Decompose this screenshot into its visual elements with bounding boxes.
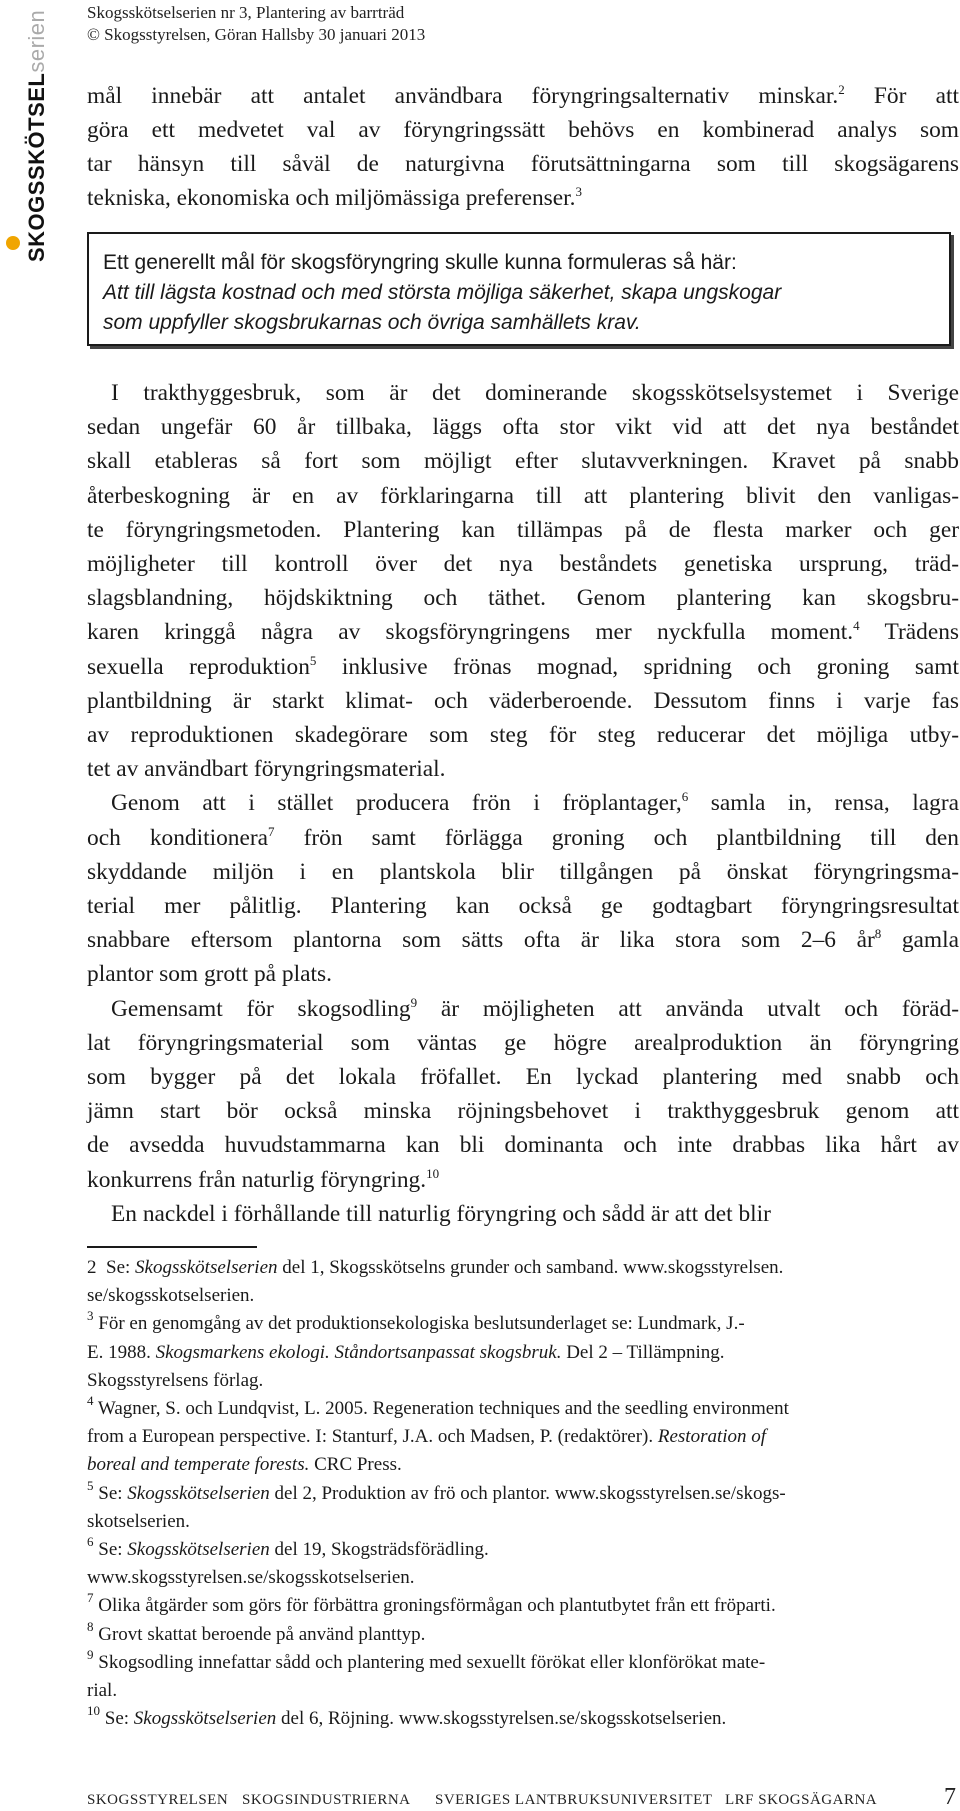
footnote-3: $^3$ För en genomgång av det produktionsekologiska beslutsunderlaget se: Lundmark, J.- E. 1988. Skogsmarkens ekologi. Ståndortsanpassat skogsbruk. Del 2 – Tillämpning. Skogsstyrelsens förlag.	[87, 1308, 745, 1391]
paragraph-3: Gemensamt för skogsodling$^9$ är möjligheten att använda utvalt och föräd- lat föryngringsmaterial som väntas ge högre arealproduktion än föryngring som bygger på det lokala fröfallet. En lyckad plantering med snabb och jämn start bör också minska röjningsbehovet i trakthyggesbruk genom att de avsedda huvudstammarna kan bli dominanta och inte drabbas lika hårt av konkurrens från naturlig föryngring.$^{10}$	[87, 994, 960, 1193]
footnote-4: $^4$ Wagner, S. och Lundqvist, L. 2005. Regeneration techniques and the seedling environment from a European perspective. I: Stanturf, J.A. och Madsen, P. (redaktörer). Restoration of boreal and temperate forests. CRC Press.	[87, 1393, 789, 1476]
page-header	[87, 2, 425, 46]
footnote-10: $^{10}$ Se: Skogsskötselserien del 6, Röjning. www.skogsstyrelsen.se/skogsskotselserien.	[87, 1703, 727, 1730]
footnote-ref[interactable]: 6	[681, 789, 689, 805]
footnote-ref[interactable]: 7	[268, 823, 275, 839]
footnote-8: $^8$ Grovt skattat beroende på använd planttyp.	[87, 1618, 426, 1645]
footnote-ref[interactable]: 4	[853, 618, 860, 634]
series-title: Skogsskötselserien nr 3, Plantering av barrträd	[87, 3, 405, 22]
footnote-6: $^6$ Se: Skogsskötselserien del 19, Skogsträdsförädling. www.skogsstyrelsen.se/skogsskotselserien.	[87, 1534, 489, 1589]
logo-wordmark-light: serien	[24, 9, 49, 73]
paragraph-4: En nackdel i förhållande till naturlig föryngring och sådd är att det blir	[111, 1200, 771, 1227]
footnote-5: $^5$ Se: Skogsskötselserien del 2, Produktion av frö och plantor. www.skogsstyrelsen.se/skogs- skotselserien.	[87, 1477, 786, 1532]
footer-org-lrf: LRF SKOGSÄGARNA	[725, 1792, 878, 1808]
series-logo	[0, 0, 49, 270]
logo-dot-icon	[6, 236, 20, 250]
paragraph-2: Genom att i stället producera frön i fröplantager,$^6$ samla in, rensa, lagra och konditionera$^7$ frön samt förlägga groning och plantbildning till den skyddande miljön i en plantskola blir tillgången på önskat föryngringsma- terial mer pålitlig. Plantering kan också ge godtagbart föryngringsresultat snabbare eftersom plantorna som sätts ofta är lika stora som 2–6 $år^8$ gamla plantor som grott på plats.	[87, 789, 960, 988]
footnote-ref[interactable]: 10	[426, 1165, 440, 1181]
footnote-link[interactable]: skotselserien.	[87, 1510, 190, 1532]
footnote-ref[interactable]: 2	[838, 82, 845, 97]
footnote-9: $^9$ Skogsodling innefattar sådd och plantering med sexuellt förökat eller klonförökat mate- rial.	[87, 1646, 766, 1702]
footnote-7: $^7$ Olika åtgärder som görs för förbättra groningsförmågan och plantutbytet från ett fröparti.	[87, 1590, 776, 1617]
footnote-ref[interactable]: 9	[410, 994, 418, 1010]
footer-org-slu: SVERIGES LANTBRUKSUNIVERSITET	[435, 1792, 713, 1808]
page-number: 7	[944, 1784, 957, 1810]
callout-lead: Ett generellt mål för skogsföryngring skulle kunna formuleras så här:	[103, 251, 737, 274]
paragraph-1: I trakthyggesbruk, som är det dominerande skogsskötselsystemet i Sverige sedan ungefär 60 år tillbaka, läggs ofta stor vikt vid att det nya beståndet skall etableras så fort som möjligt efter slutavverkningen. Kravet på snabb återbeskogning är en av förklaringarna till att plantering blivit den vanligas- te föryngringsmetoden. Plantering kan tillämpas på de flesta marker och ger möjligheter till kontroll över det nya beståndets genetiska ursprung, träd- slagsblandning, höjdskiktning och täthet. Genom plantering kan skogsbru- karen kringgå några av skogsföryngringens mer nyckfulla moment.$^4$ Trädens sexuella reproduktion$^5$ inklusive frönas mognad, spridning och groning samt plantbildning är starkt klimat- och väderberoende. Dessutom finns i varje fas av reproduktionen skadegörare som steg för steg reducerar det möjliga utby- tet av användbart föryngringsmaterial.	[87, 380, 959, 783]
page-footer	[87, 1784, 960, 1810]
body-text	[87, 376, 959, 1231]
footnote-link[interactable]: www.skogsstyrelsen.se/skogsskotselserien.	[87, 1567, 415, 1589]
footnote-ref[interactable]: 3	[575, 184, 582, 199]
footer-org-skogsstyrelsen: SKOGSSTYRELSEN	[87, 1792, 229, 1808]
intro-paragraph: mål innebär att antalet användbara föryngringsalternativ minskar.$^2$ För att göra ett medvetet val av föryngringssätt behövs en kombinerad analys som tar hänsyn till såväl de naturgivna förutsättningarna som till skogsägarens tekniska, ekonomiska och miljömässiga preferenser.$^3$	[87, 82, 959, 211]
footnote-ref[interactable]: 8	[874, 926, 882, 942]
footnote-2: 2 Se: Skogsskötselserien del 1, Skogsskötselns grunder och samband. www.skogsstyrelsen. se/skogsskotselserien.	[87, 1257, 784, 1307]
footer-org-skogsindustrierna: SKOGSINDUSTRIERNA	[242, 1792, 411, 1808]
callout-quote-line-2: som uppfyller skogsbrukarnas och övriga samhällets krav.	[103, 311, 641, 334]
callout-quote-line-1: Att till lägsta kostnad och med största möjliga säkerhet, skapa ungskogar	[103, 281, 782, 304]
footnote-ref[interactable]: 5	[309, 652, 317, 668]
goal-callout-box	[87, 232, 951, 346]
copyright-line: © Skogsstyrelsen, Göran Hallsby 30 januari 2013	[87, 25, 426, 44]
footnote-divider	[87, 1246, 257, 1248]
footnotes	[87, 1254, 959, 1733]
footnote-link[interactable]: se/skogsskotselserien.	[87, 1285, 255, 1307]
logo-wordmark-bold: SKOGSSKÖTSEL	[24, 72, 49, 262]
